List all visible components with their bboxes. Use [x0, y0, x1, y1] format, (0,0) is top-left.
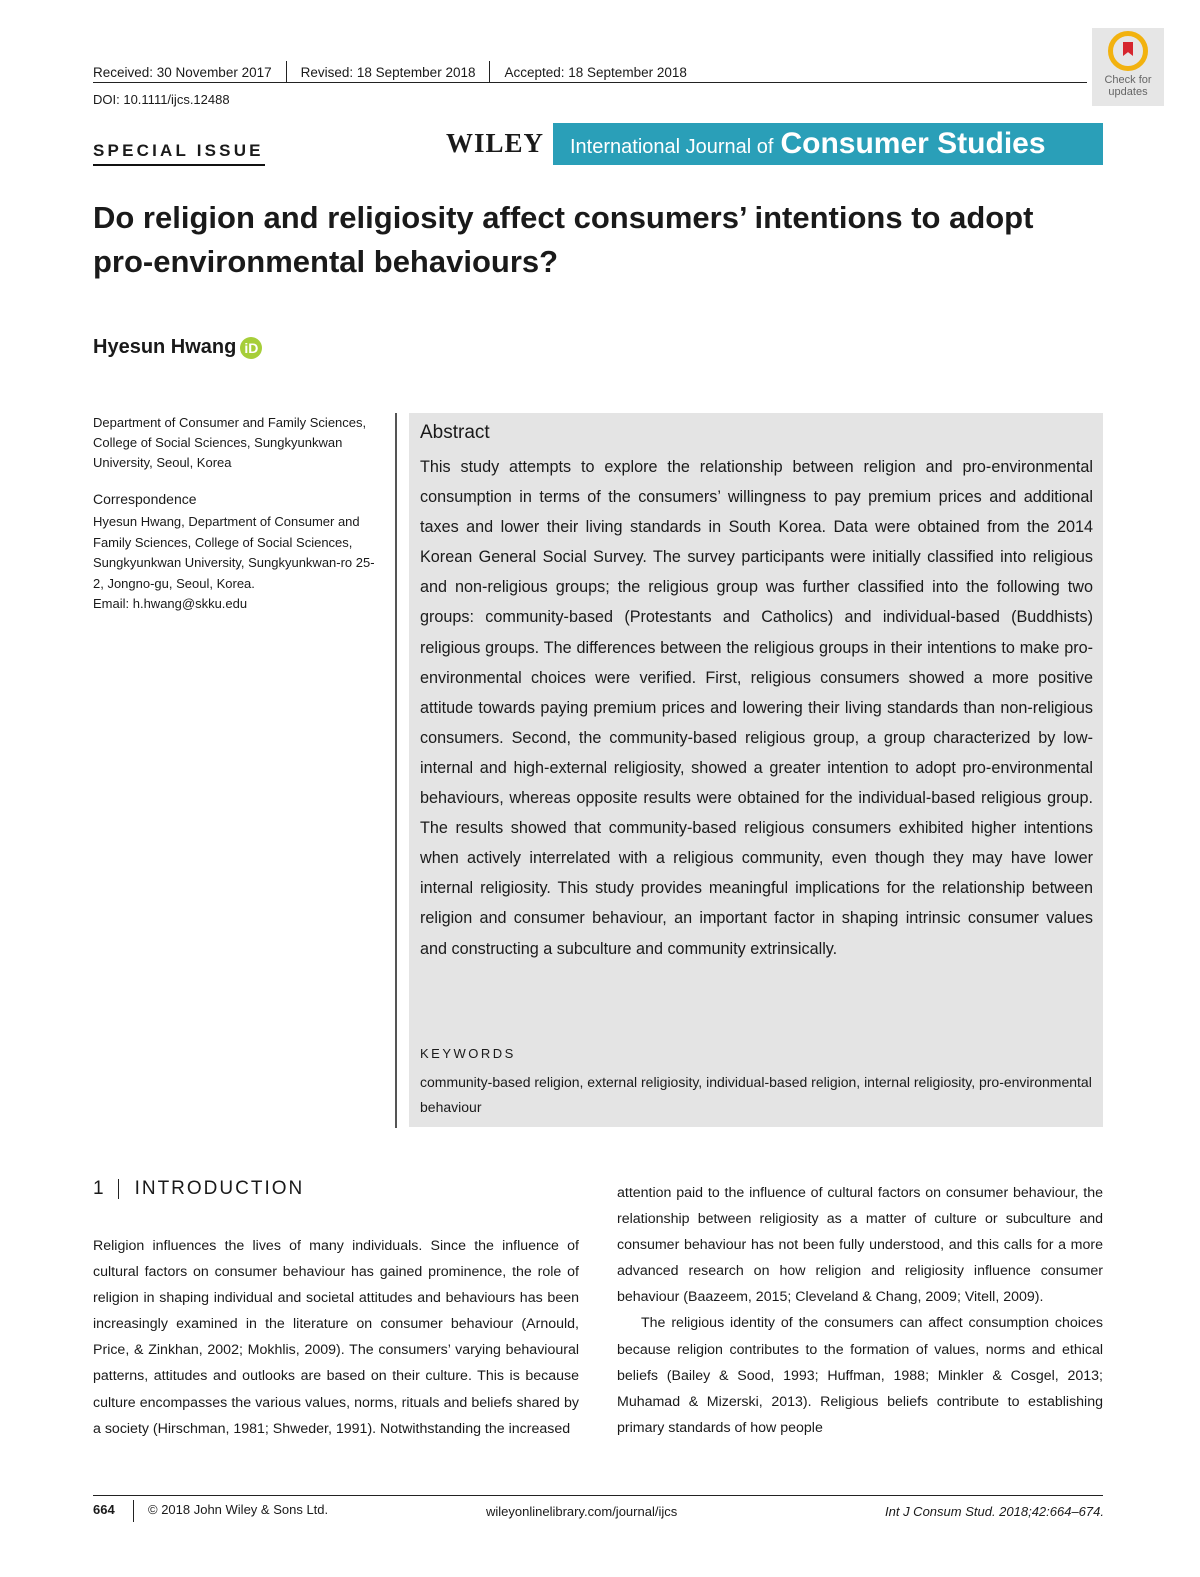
correspondence-address: Hyesun Hwang, Department of Consumer and Family Sciences, College of Social Sciences, Sungkyunkwan University, Sungkyunkwan-ro 25-2, Jongno-gu, Seoul, Korea. [93, 514, 375, 591]
divider [133, 1500, 134, 1522]
article-history [93, 61, 687, 83]
divider [118, 1179, 119, 1199]
abstract-divider [395, 413, 397, 1128]
divider [286, 61, 287, 83]
correspondence-heading: Correspondence [93, 491, 197, 507]
special-issue-rule [93, 164, 265, 166]
citation: Int J Consum Stud. 2018;42:664–674. [885, 1504, 1104, 1519]
affiliation: Department of Consumer and Family Sciences, College of Social Sciences, Sungkyunkwan University, Seoul, Korea [93, 415, 367, 470]
keywords-heading: KEYWORDS [420, 1046, 516, 1061]
revised-date: Revised: 18 September 2018 [300, 64, 476, 80]
paragraph: The religious identity of the consumers can affect consumption choices because religion contributes to the formation of values, norms and ethical beliefs (Bailey & Sood, 1993; Huffman, 1988; Minkler & Cosgel, 2013; Muhamad & Mizerski, 2013). Religious beliefs contribute to establishing primary standards of how people [617, 1315, 1103, 1436]
abstract-text: This study attempts to explore the relationship between religion and pro-environmental consumption in terms of the consumers’ willingness to pay premium prices and additional taxes and lower their living standards in South Korea. Data were obtained from the 2014 Korean General Social Survey. The survey participants were initially classified into religious and non-religious groups; the religious group was further classified into the following two groups: community-based (Protestants and Catholics) and individual-based (Buddhists) religious groups. The differences between the religious groups in their intentions to make pro-environmental choices were verified. First, religious consumers showed a more positive attitude towards paying premium prices and lowering their living standards than non-religious consumers. Second, the community-based religious group, a group characterized by low-internal and high-external religiosity, showed a greater intention to adopt pro-environmental behaviours, whereas opposite results were obtained for the individual-based religious group. The results showed that community-based religious consumers exhibited higher intentions when actively interrelated with a religious community, even though they may have lower internal religiosity. This study provides meaningful implications for the relationship between religion and consumer behaviour, an important factor in shaping intrinsic consumer values and constructing a subculture and community extrinsically. [420, 458, 1093, 958]
article-title: Do religion and religiosity affect consumers’ intentions to adopt pro-environmental behaviours? [93, 200, 1034, 279]
journal-url[interactable]: wileyonlinelibrary.com/journal/ijcs [486, 1504, 678, 1519]
abstract-heading: Abstract [420, 422, 490, 443]
paragraph: attention paid to the influence of cultural factors on consumer behaviour, the relationship between religiosity as a matter of culture or subculture and consumer behaviour has not been fully understood, and this calls for a more advanced research on how religion and religiosity influence consumer behaviour (Baazeem, 2015; Cleveland & Chang, 2009; Vitell, 2009). [617, 1185, 1103, 1306]
footer-rule [93, 1495, 1103, 1496]
copyright: © 2018 John Wiley & Sons Ltd. [148, 1502, 329, 1517]
author [93, 336, 262, 359]
crossmark-badge[interactable] [1092, 28, 1164, 106]
intro-left-column: Religion influences the lives of many individuals. Since the influence of cultural factors on consumer behaviour has gained prominence, the role of religion in shaping individual and societal attitudes and behaviours has been increasingly examined in the literature on consumer behaviour (Arnould, Price, & Zinkhan, 2002; Mokhlis, 2009). The consumers’ varying behavioural patterns, attitudes and outlooks are based on their culture. This is because culture encompasses the various values, norms, rituals and beliefs shared by a society (Hirschman, 1981; Shweder, 1991). Notwithstanding the increased [93, 1238, 579, 1437]
correspondence [93, 512, 383, 615]
header-rule [93, 82, 1087, 83]
page-number: 664 [93, 1502, 115, 1517]
bookmark-icon [1108, 31, 1148, 71]
doi[interactable]: DOI: 10.1111/ijcs.12488 [93, 92, 230, 107]
section-number: 1 [93, 1178, 106, 1199]
accepted-date: Accepted: 18 September 2018 [504, 64, 687, 80]
special-issue-label: SPECIAL ISSUE [93, 141, 264, 160]
author-name: Hyesun Hwang [93, 336, 237, 358]
publisher-logo: WILEY [446, 128, 545, 158]
keywords-text: community-based religion, external religiosity, individual-based religion, internal religiosity, pro-environmental behaviour [420, 1074, 1092, 1115]
section-heading [93, 1178, 304, 1200]
journal-prefix: International Journal of [570, 136, 774, 158]
section-title: INTRODUCTION [134, 1178, 305, 1199]
received-date: Received: 30 November 2017 [93, 64, 272, 80]
journal-banner [553, 123, 1103, 165]
divider [489, 61, 490, 83]
intro-right-column [617, 1180, 1103, 1441]
journal-name: Consumer Studies [780, 127, 1046, 160]
crossmark-label: Check for updates [1104, 74, 1152, 98]
correspondence-email[interactable]: Email: h.hwang@skku.edu [93, 596, 248, 611]
orcid-icon[interactable]: iD [240, 337, 262, 359]
